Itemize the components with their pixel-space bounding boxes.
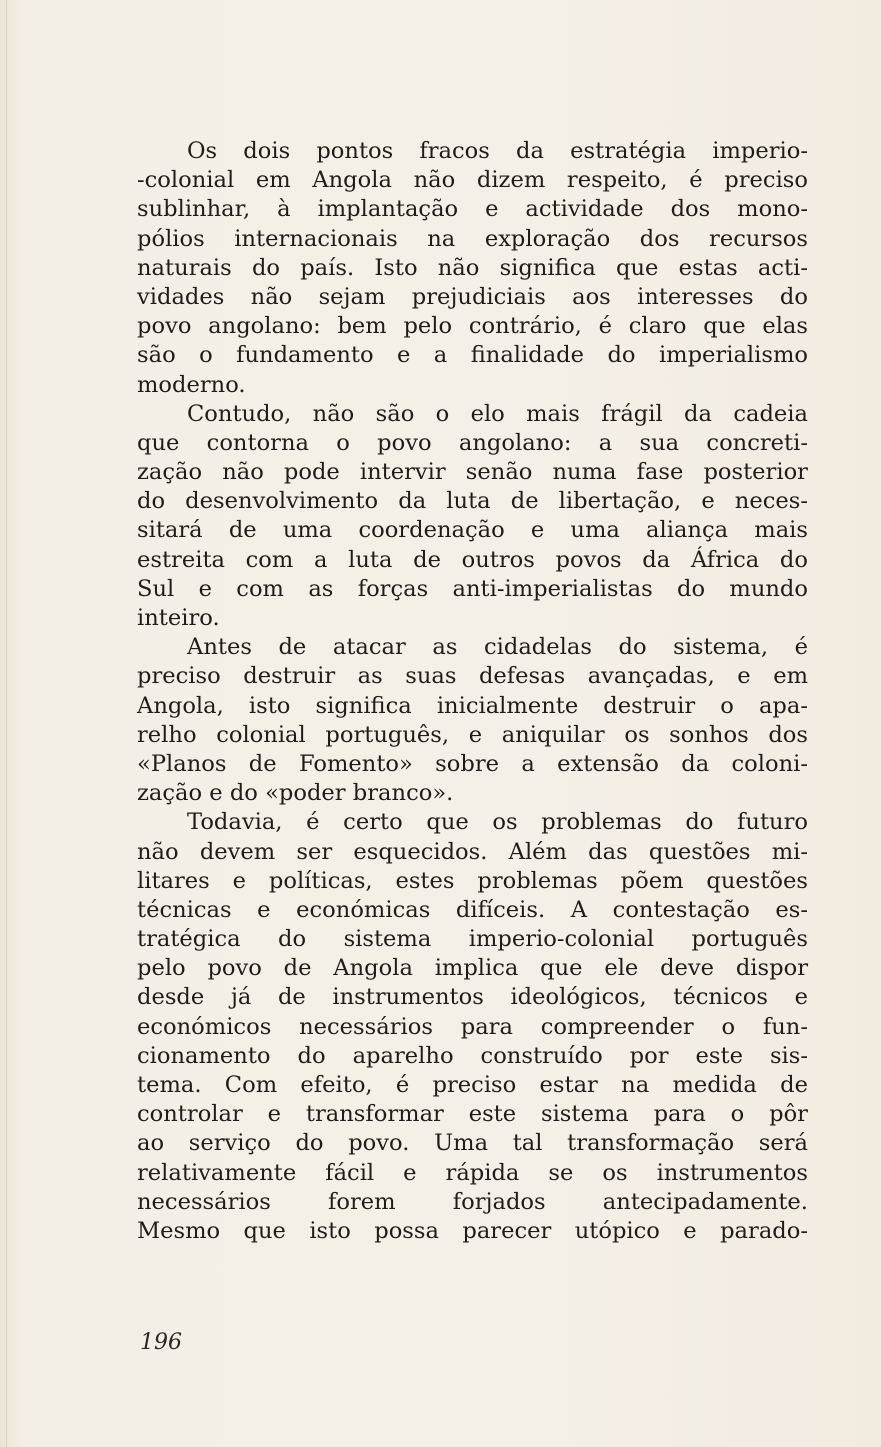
- text-line: tema. Com efeito, é preciso estar na medida de: [137, 1072, 808, 1098]
- text-line: ao serviço do povo. Uma tal transformação será: [137, 1130, 808, 1157]
- text-line: Angola, isto significa inicialmente destruir o apa-: [137, 692, 808, 719]
- text-line: necessários forem forjados antecipadamente.: [137, 1188, 808, 1215]
- text-line: naturais do país. Isto não significa que estas acti-: [137, 254, 808, 281]
- text-line: litares e políticas, estes problemas põem questões: [137, 867, 808, 894]
- text-line: não devem ser esquecidos. Além das questões mi-: [137, 838, 808, 865]
- text-line: técnicas e económicas difíceis. A contestação es-: [137, 896, 808, 923]
- text-line: inteiro.: [137, 605, 220, 631]
- text-line: económicos necessários para compreender o fun-: [137, 1013, 808, 1040]
- text-line: preciso destruir as suas defesas avançadas, e em: [137, 663, 808, 690]
- text-line: pelo povo de Angola implica que ele deve dispor: [137, 955, 808, 982]
- text-line: controlar e transformar este sistema para o pôr: [137, 1101, 808, 1128]
- text-line: Contudo, não são o elo mais frágil da cadeia: [187, 400, 808, 427]
- text-line: Mesmo que isto possa parecer utópico e parado-: [137, 1217, 808, 1244]
- text-line: zação não pode intervir senão numa fase posterior: [137, 459, 808, 486]
- page-edge: [6, 0, 7, 1447]
- text-line: «Planos de Fomento» sobre a extensão da coloni-: [137, 750, 808, 777]
- text-line: Todavia, é certo que os problemas do futuro: [187, 809, 808, 836]
- text-line: moderno.: [137, 371, 246, 398]
- text-line: são o fundamento e a finalidade do imperialismo: [137, 342, 808, 369]
- text-line: relativamente fácil e rápida se os instrumentos: [137, 1159, 808, 1186]
- body-text: [137, 137, 808, 1246]
- text-line: sublinhar, à implantação e actividade dos mono-: [137, 196, 808, 223]
- text-line: desde já de instrumentos ideológicos, técnicos e: [137, 984, 808, 1011]
- text-line: cionamento do aparelho construído por este sis-: [137, 1042, 808, 1069]
- text-line: povo angolano: bem pelo contrário, é claro que elas: [137, 313, 808, 340]
- text-line: estreita com a luta de outros povos da África do: [137, 546, 808, 573]
- text-line: sitará de uma coordenação e uma aliança mais: [137, 517, 808, 544]
- text-line: Sul e com as forças anti-imperialistas do mundo: [137, 575, 808, 602]
- text-line: do desenvolvimento da luta de libertação, e neces-: [137, 488, 808, 515]
- text-line: Os dois pontos fracos da estratégia imperio-: [187, 138, 808, 164]
- text-line: zação e do «poder branco».: [137, 780, 454, 807]
- page-number: 196: [140, 1330, 182, 1355]
- text-line: vidades não sejam prejudiciais aos interesses do: [137, 283, 808, 310]
- text-line: Antes de atacar as cidadelas do sistema, é: [187, 634, 808, 661]
- text-line: pólios internacionais na exploração dos recursos: [137, 225, 808, 252]
- text-line: -colonial em Angola não dizem respeito, é preciso: [137, 167, 808, 194]
- text-line: relho colonial português, e aniquilar os sonhos dos: [137, 721, 808, 748]
- text-line: tratégica do sistema imperio-colonial português: [137, 926, 808, 953]
- text-line: que contorna o povo angolano: a sua concreti-: [137, 429, 808, 456]
